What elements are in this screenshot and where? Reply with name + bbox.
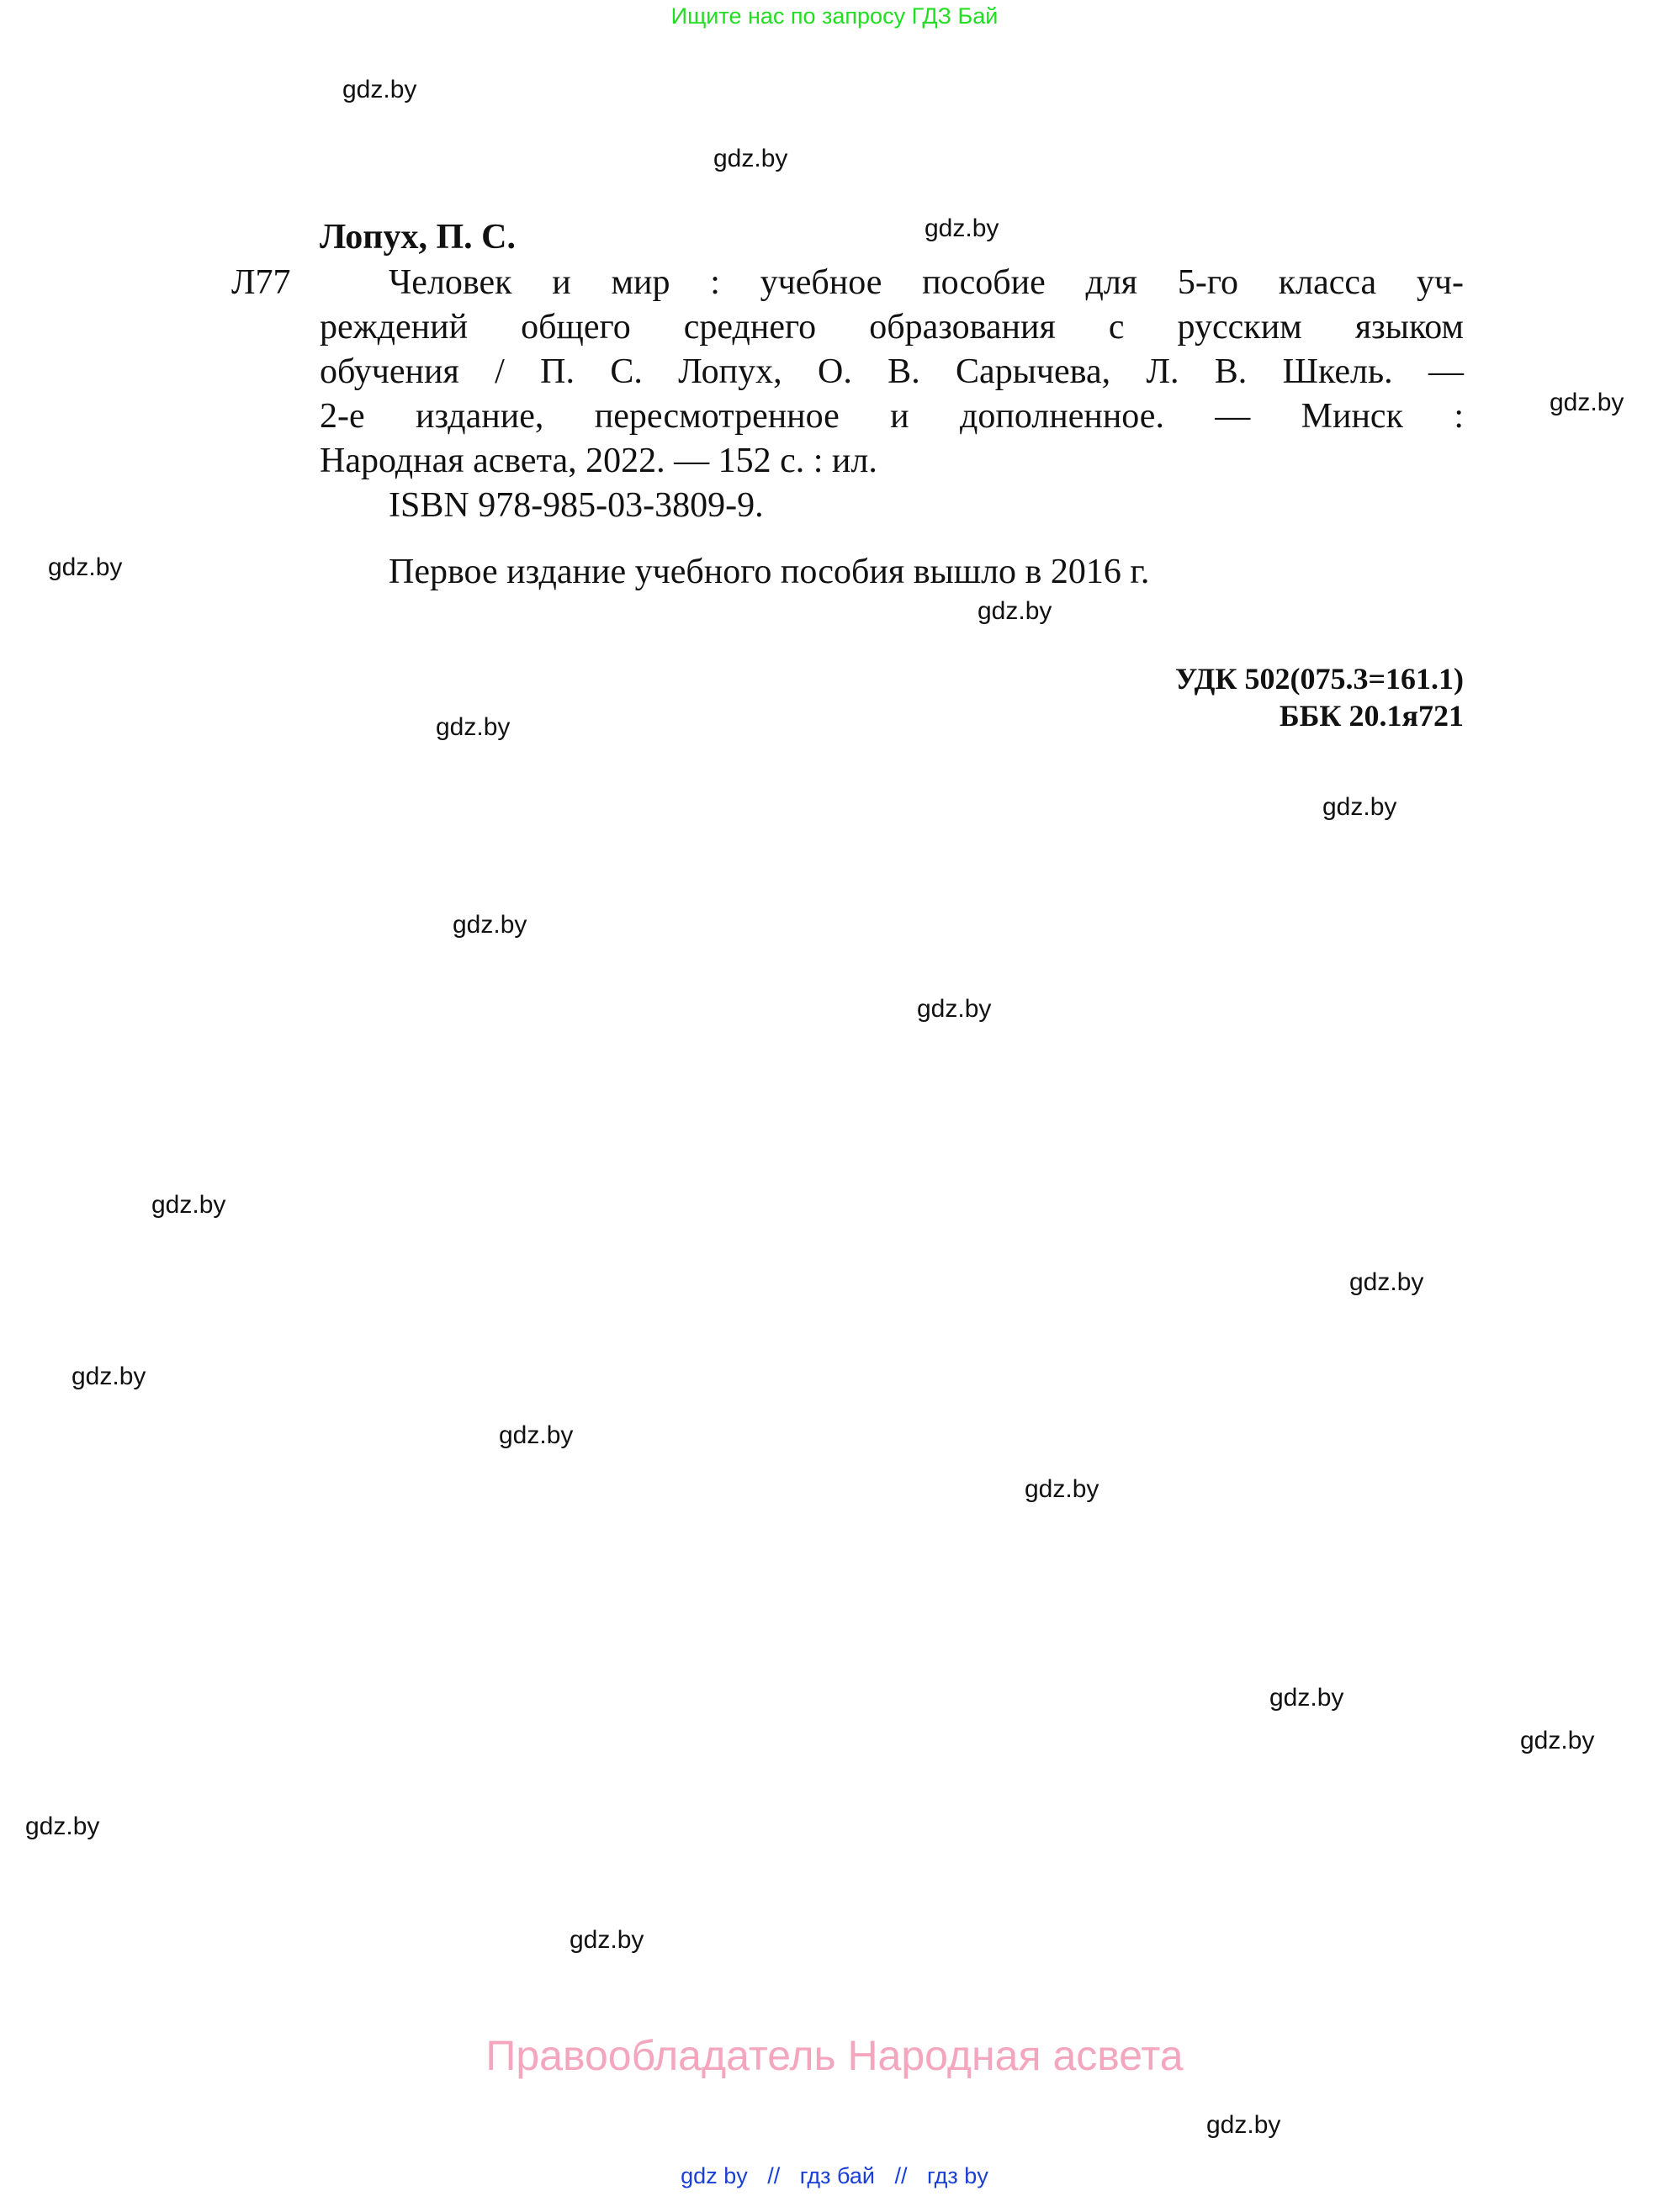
library-code: Л77 [231,263,291,302]
watermark-text: gdz.by [48,553,123,581]
watermark-text: gdz.by [151,1191,226,1219]
watermark-text: gdz.by [713,145,788,172]
record-line-3: обучения / П. С. Лопух, О. В. Сарычева, Л. В. Шкель. — [320,352,1464,391]
watermark-text: gdz.by [436,713,511,741]
record-line-2: реждений общего среднего образования с русским языком [320,308,1464,347]
footer-links [0,2163,1669,2189]
separator: // [894,2163,908,2188]
watermark-text: gdz.by [917,995,992,1023]
watermark-text: gdz.by [1349,1268,1424,1296]
author-heading: Лопух, П. С. [320,218,516,257]
isbn: ISBN 978-985-03-3809-9. [389,486,764,525]
watermark-text: gdz.by [25,1812,100,1840]
first-edition-note: Первое издание учебного пособия вышло в 2016 г. [389,553,1150,591]
watermark-text: gdz.by [978,597,1052,625]
bbk-code: ББК 20.1я721 [1279,699,1464,733]
separator: // [767,2163,781,2188]
udk-code: УДК 502(075.3=161.1) [1174,662,1464,696]
watermark-text: gdz.by [925,214,999,242]
watermark-text: gdz.by [453,911,527,939]
footer-link-gdz-bai[interactable]: гдз бай [799,2163,875,2188]
record-line-4: 2-е издание, пересмотренное и дополненное. — Минск : [320,397,1464,436]
watermark-text: gdz.by [342,76,417,103]
watermark-text: gdz.by [570,1926,644,1954]
watermark-text: gdz.by [1520,1727,1595,1754]
copyright-owner: Правообладатель Народная асвета [485,2032,1184,2079]
search-banner: Ищите нас по запросу ГДЗ Бай [670,3,999,29]
footer-link-gdz-by[interactable]: gdz by [681,2163,748,2188]
watermark-text: gdz.by [1269,1684,1344,1712]
record-line-5: Народная асвета, 2022. — 152 с. : ил. [320,442,877,480]
watermark-text: gdz.by [1206,2111,1281,2139]
watermark-text: gdz.by [72,1363,146,1390]
watermark-text: gdz.by [1322,793,1397,821]
watermark-text: gdz.by [1025,1475,1099,1503]
record-line-1: Человек и мир : учебное пособие для 5-го класса уч- [389,263,1464,302]
watermark-text: gdz.by [499,1421,574,1449]
watermark-text: gdz.by [1550,389,1624,416]
footer-link-gdz-by-cyr[interactable]: гдз by [927,2163,988,2188]
